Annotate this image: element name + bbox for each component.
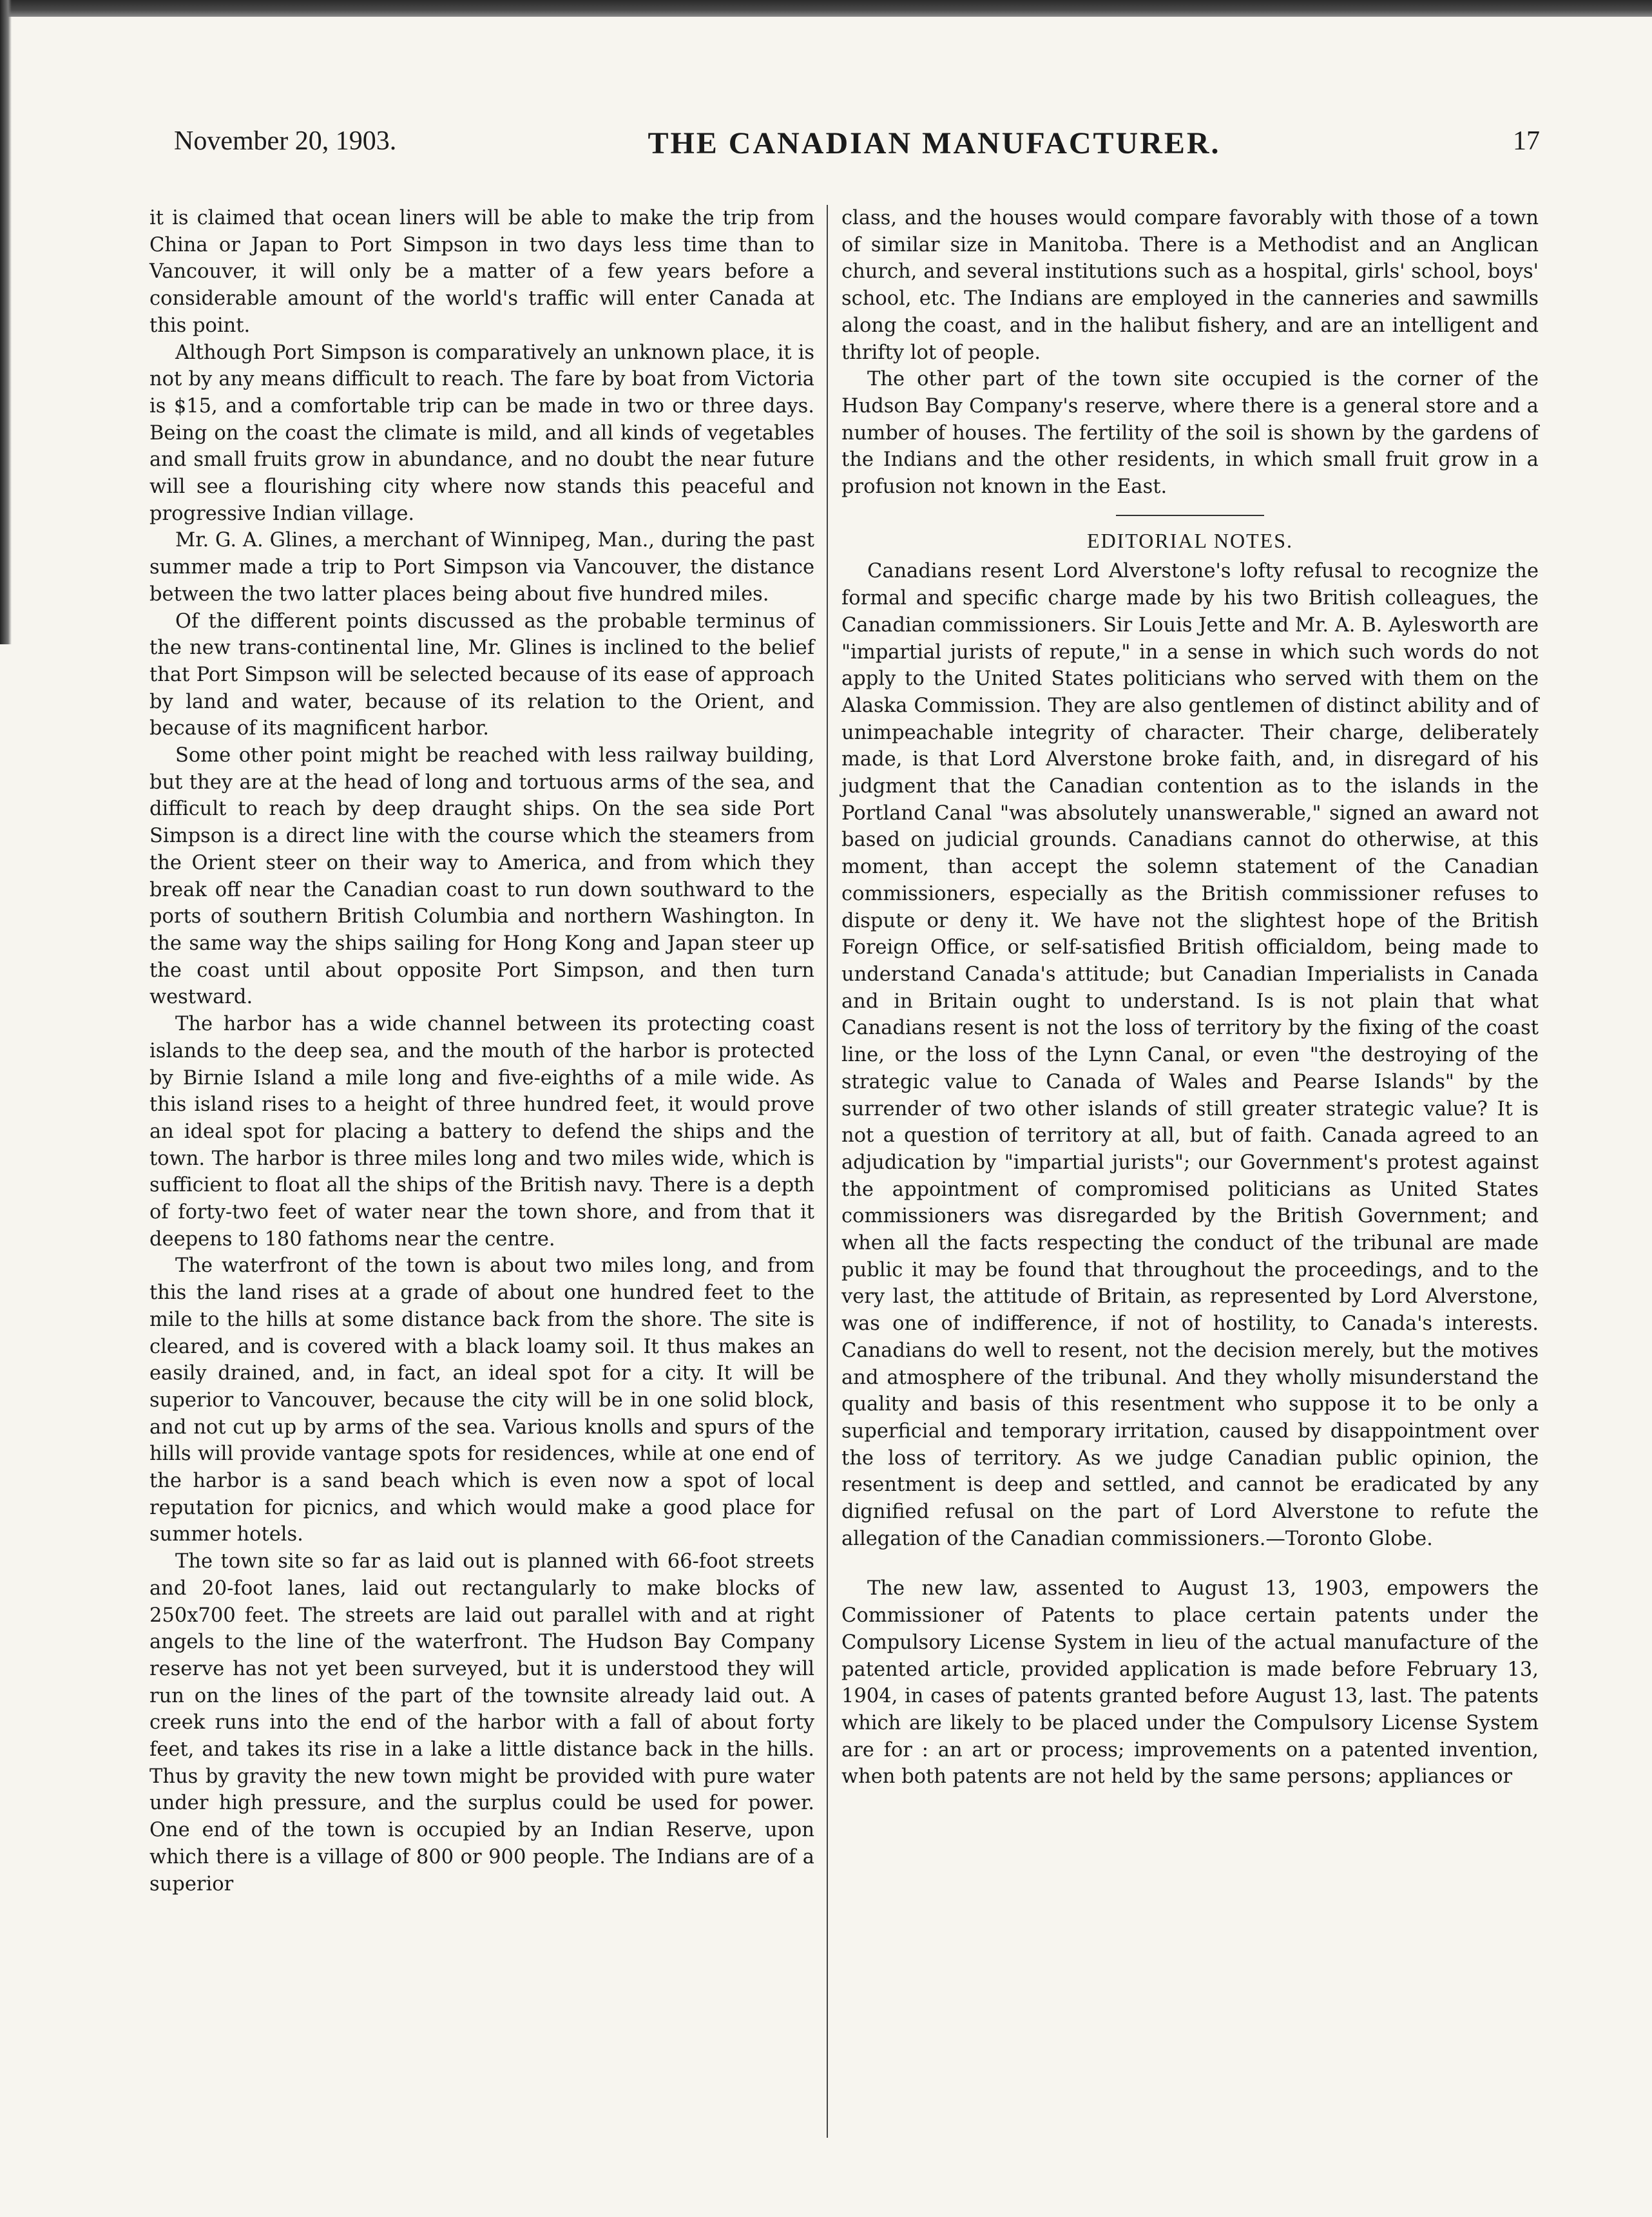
column-divider	[827, 205, 828, 2138]
article-paragraph: class, and the houses would compare favorably with those of a town of similar size in Manitoba. There is a Methodist and an Anglican church, and several institutions such as a hospital, girls' school, boys' school, etc. The Indians are employed in the canneries and sawmills along the coast, and in the halibut fishery, and are an intelligent and thrifty lot of people.	[841, 207, 1539, 364]
top-scan-edge	[0, 0, 1652, 17]
issue-date: November 20, 1903.	[174, 126, 397, 156]
editorial-heading: EDITORIAL NOTES.	[1087, 528, 1293, 552]
editorial-paragraph: Canadians resent Lord Alverstone's lofty refusal to recognize the formal and specific charge made by his two British colleagues, the Canadian commissioners. Sir Louis Jette and Mr. A. B. Aylesworth are "impartial jurists of repute," in a sense in which such words do not apply to the United States politicians who served with them on the Alaska Commission. They are also gentlemen of distinct ability and of unimpeachable integrity of character. Their charge, deliberately made, is that Lord Alverstone broke faith, and, in disregard of his judgment that the Canadian contention as to the islands in the Portland Canal "was absolutely unanswerable," signed an award not based on judicial grounds. Canadians cannot do otherwise, at this moment, than accept the solemn statement of the Canadian commissioners, especially as the British commissioner refuses to dispute or deny it. We have not the slightest hope of the British Foreign Office, or self-satisfied British officialdom, being made to understand Canada's attitude; but Canadian Imperialists in Canada and in Britain ought to understand. Is is not plain that what Canadians resent is not the loss of territory by the fixing of the coast line, or the loss of the Lynn Canal, or even "the destroying of the strategic value to Canada of Wales and Pearse Islands" by the surrender of two other islands of still greater strategic value? It is not a question of territory at all, but of faith. Canada agreed to an adjudication by "impartial jurists"; our Government's protest against the appointment of compromised politicians as United States commissioners was disregarded by the British Government; and when all the facts respecting the conduct of the tribunal are made public it may be found that throughout the proceedings, and to the very last, the attitude of Britain, as represented by Lord Alverstone, was one of indifference, if not of hostility, to Canada's interests. Canadians do well to resent, not the decision merely, but the motives and atmosphere of the tribunal. And they wholly misunderstand the quality and basis of this resentment who suppose it to be only a superficial and temporary irritation, caused by disappointment over the loss of territory. As we judge Canadian public opinion, the resentment is deep and settled, and cannot be eradicated by any dignified refusal on the part of Lord Alverstone to refute the allegation of the Canadian commissioners.—Toronto Globe.	[841, 560, 1539, 1550]
article-paragraph: Of the different points discussed as the probable terminus of the new trans-continental line, Mr. Glines is inclined to the belief that Port Simpson will be selected because of its ease of approach by land and water, because of its relation to the Orient, and because of its magnificent harbor.	[149, 609, 814, 740]
patents-paragraph: The new law, assented to August 13, 1903, empowers the Commissioner of Patents to place certain patents under the Compulsory License System in lieu of the actual manufacture of the patented article, provided application is made before February 13, 1904, in cases of patents granted before August 13, last. The patents which are likely to be placed under the Compulsory License System are for : an art or process; improvements on a patented invention, when both patents are not held by the same persons; appliances or	[841, 1577, 1539, 1789]
article-paragraph: The town site so far as laid out is planned with 66-foot streets and 20-foot lanes, laid out rectangularly to make blocks of 250x700 feet. The streets are laid out parallel with and at right angels to the line of the waterfront. The Hudson Bay Company reserve has not yet been surveyed, but it is understood they will run on the lines of the part of the townsite already laid out. A creek runs into the end of the harbor with a fall of about forty feet, and takes its rise in a lake a little distance back in the hills. Thus by gravity the new town might be provided with pure water under high pressure, and the surplus could be used for power. One end of the town is occupied by an Indian Reserve, upon which there is a village of 800 or 900 people. The Indians are of a superior	[149, 1550, 814, 1895]
article-paragraph: it is claimed that ocean liners will be able to make the trip from China or Japan to Port Simpson in two days less time than to Vancouver, it will only be a matter of a few years before a considerable amount of the world's traffic will enter Canada at this point.	[149, 207, 814, 337]
section-rule	[1116, 515, 1264, 516]
left-scan-edge	[0, 0, 12, 644]
article-paragraph: Some other point might be reached with less railway building, but they are at the head of long and tortuous arms of the sea, and difficult to reach by deep draught ships. On the sea side Port Simpson is a direct line with the course which the steamers from the Orient steer on their way to America, and from which they break off near the Canadian coast to run down southward to the ports of southern British Columbia and northern Washington. In the same way the ships sailing for Hong Kong and Japan steer up the coast until about opposite Port Simpson, and then turn westward.	[149, 744, 814, 1009]
article-paragraph: Although Port Simpson is comparatively an unknown place, it is not by any means difficult to reach. The fare by boat from Victoria is $15, and a comfortable trip can be made in two or three days. Being on the coast the climate is mild, and all kinds of vegetables and small fruits grow in abundance, and no doubt the near future will see a flourishing city where now stands this peaceful and progressive Indian village.	[149, 341, 814, 525]
page-number: 17	[1513, 126, 1540, 156]
right-column	[841, 205, 1539, 1790]
article-paragraph: The other part of the town site occupied is the corner of the Hudson Bay Company's reserve, where there is a general store and a number of houses. The fertility of the soil is shown by the gardens of the Indians and the other residents, in which small fruit grow in a profusion not known in the East.	[841, 368, 1539, 499]
article-paragraph: Mr. G. A. Glines, a merchant of Winnipeg, Man., during the past summer made a trip to Port Simpson via Vancouver, the distance between the two latter places being about five hundred miles.	[149, 529, 814, 606]
article-paragraph: The waterfront of the town is about two miles long, and from this the land rises at a grade of about one hundred feet to the mile to the hills at some distance back from the shore. The site is cleared, and is covered with a black loamy soil. It thus makes an easily drained, and, in fact, an ideal spot for a city. It will be superior to Vancouver, because the city will be in one solid block, and not cut up by arms of the sea. Various knolls and spurs of the hills will provide vantage spots for residences, while at one end of the harbor is a sand beach which is even now a spot of local reputation for picnics, and which would make a good place for summer hotels.	[149, 1254, 814, 1546]
section-gap	[841, 1552, 1539, 1575]
article-paragraph: The harbor has a wide channel between its protecting coast islands to the deep sea, and the mouth of the harbor is protected by Birnie Island a mile long and five-eighths of a mile wide. As this island rises to a height of three hundred feet, it would prove an ideal spot for placing a battery to defend the ships and the town. The harbor is three miles long and two miles wide, which is sufficient to float all the ships of the British navy. There is a depth of forty-two feet of water near the town shore, and from that it deepens to 180 fathoms near the centre.	[149, 1013, 814, 1251]
left-column	[149, 205, 814, 1897]
page-header	[174, 126, 1540, 171]
publication-title: THE CANADIAN MANUFACTURER.	[648, 126, 1221, 160]
